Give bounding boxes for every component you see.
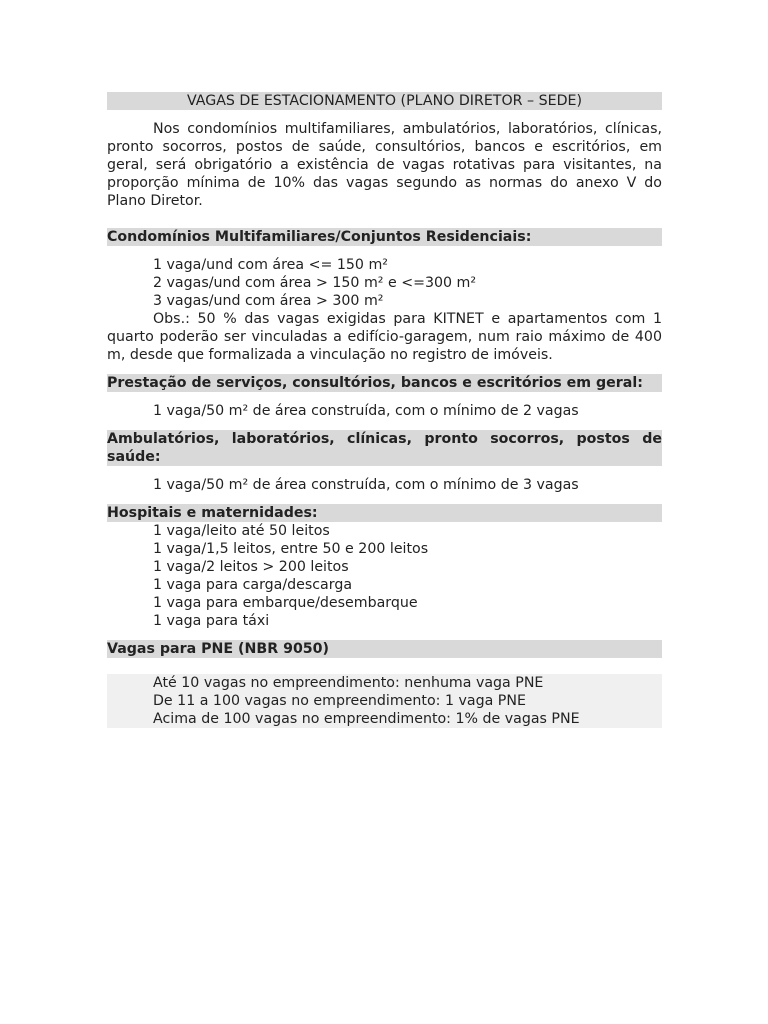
list-item: 1 vaga para táxi bbox=[153, 613, 270, 629]
page-title: VAGAS DE ESTACIONAMENTO (PLANO DIRETOR – SEDE) bbox=[107, 92, 662, 110]
section-items bbox=[107, 522, 662, 630]
list-item: Até 10 vagas no empreendimento: nenhuma vaga PNE bbox=[153, 675, 544, 691]
section-health bbox=[107, 430, 662, 494]
list-item: 1 vaga para embarque/desembarque bbox=[153, 595, 418, 611]
list-item: 1 vaga/50 m² de área construída, com o mínimo de 3 vagas bbox=[153, 477, 579, 493]
list-item: 1 vaga/und com área <= 150 m² bbox=[153, 257, 388, 273]
list-item: Acima de 100 vagas no empreendimento: 1% de vagas PNE bbox=[153, 711, 580, 727]
list-item: 1 vaga/50 m² de área construída, com o mínimo de 2 vagas bbox=[153, 403, 579, 419]
section-heading: Ambulatórios, laboratórios, clínicas, pronto socorros, postos de saúde: bbox=[107, 431, 662, 465]
section-items bbox=[107, 476, 662, 494]
section-items bbox=[107, 256, 662, 310]
intro-paragraph: Nos condomínios multifamiliares, ambulatórios, laboratórios, clínicas, pronto socorros, postos de saúde, consultórios, bancos e escritórios, em geral, será obrigatório a existência de vagas rotativas para visitantes, na proporção mínima de 10% das vagas segundo as normas do anexo V do Plano Diretor. bbox=[107, 121, 662, 209]
document-page bbox=[107, 92, 662, 728]
section-residential bbox=[107, 228, 662, 364]
section-heading: Prestação de serviços, consultórios, bancos e escritórios em geral: bbox=[107, 374, 662, 392]
list-item: 1 vaga/1,5 leitos, entre 50 e 200 leitos bbox=[153, 541, 429, 557]
list-item: 1 vaga para carga/descarga bbox=[153, 577, 353, 593]
list-item: 2 vagas/und com área > 150 m² e <=300 m² bbox=[153, 275, 477, 291]
section-heading: Condomínios Multifamiliares/Conjuntos Residenciais: bbox=[107, 228, 662, 246]
pne-rules-box bbox=[107, 674, 662, 728]
section-heading: Vagas para PNE (NBR 9050) bbox=[107, 640, 662, 658]
section-note: Obs.: 50 % das vagas exigidas para KITNET e apartamentos com 1 quarto poderão ser vinculadas a edifício-garagem, num raio máximo de 400 m, desde que formalizada a vinculação no registro de imóveis. bbox=[107, 311, 662, 363]
list-item: 1 vaga/leito até 50 leitos bbox=[153, 523, 330, 539]
section-heading: Hospitais e maternidades: bbox=[107, 504, 662, 522]
section-items bbox=[107, 402, 662, 420]
section-services bbox=[107, 374, 662, 420]
section-hospitals bbox=[107, 504, 662, 630]
list-item: De 11 a 100 vagas no empreendimento: 1 vaga PNE bbox=[153, 693, 526, 709]
list-item: 1 vaga/2 leitos > 200 leitos bbox=[153, 559, 349, 575]
section-pne bbox=[107, 640, 662, 728]
list-item: 3 vagas/und com área > 300 m² bbox=[153, 293, 384, 309]
